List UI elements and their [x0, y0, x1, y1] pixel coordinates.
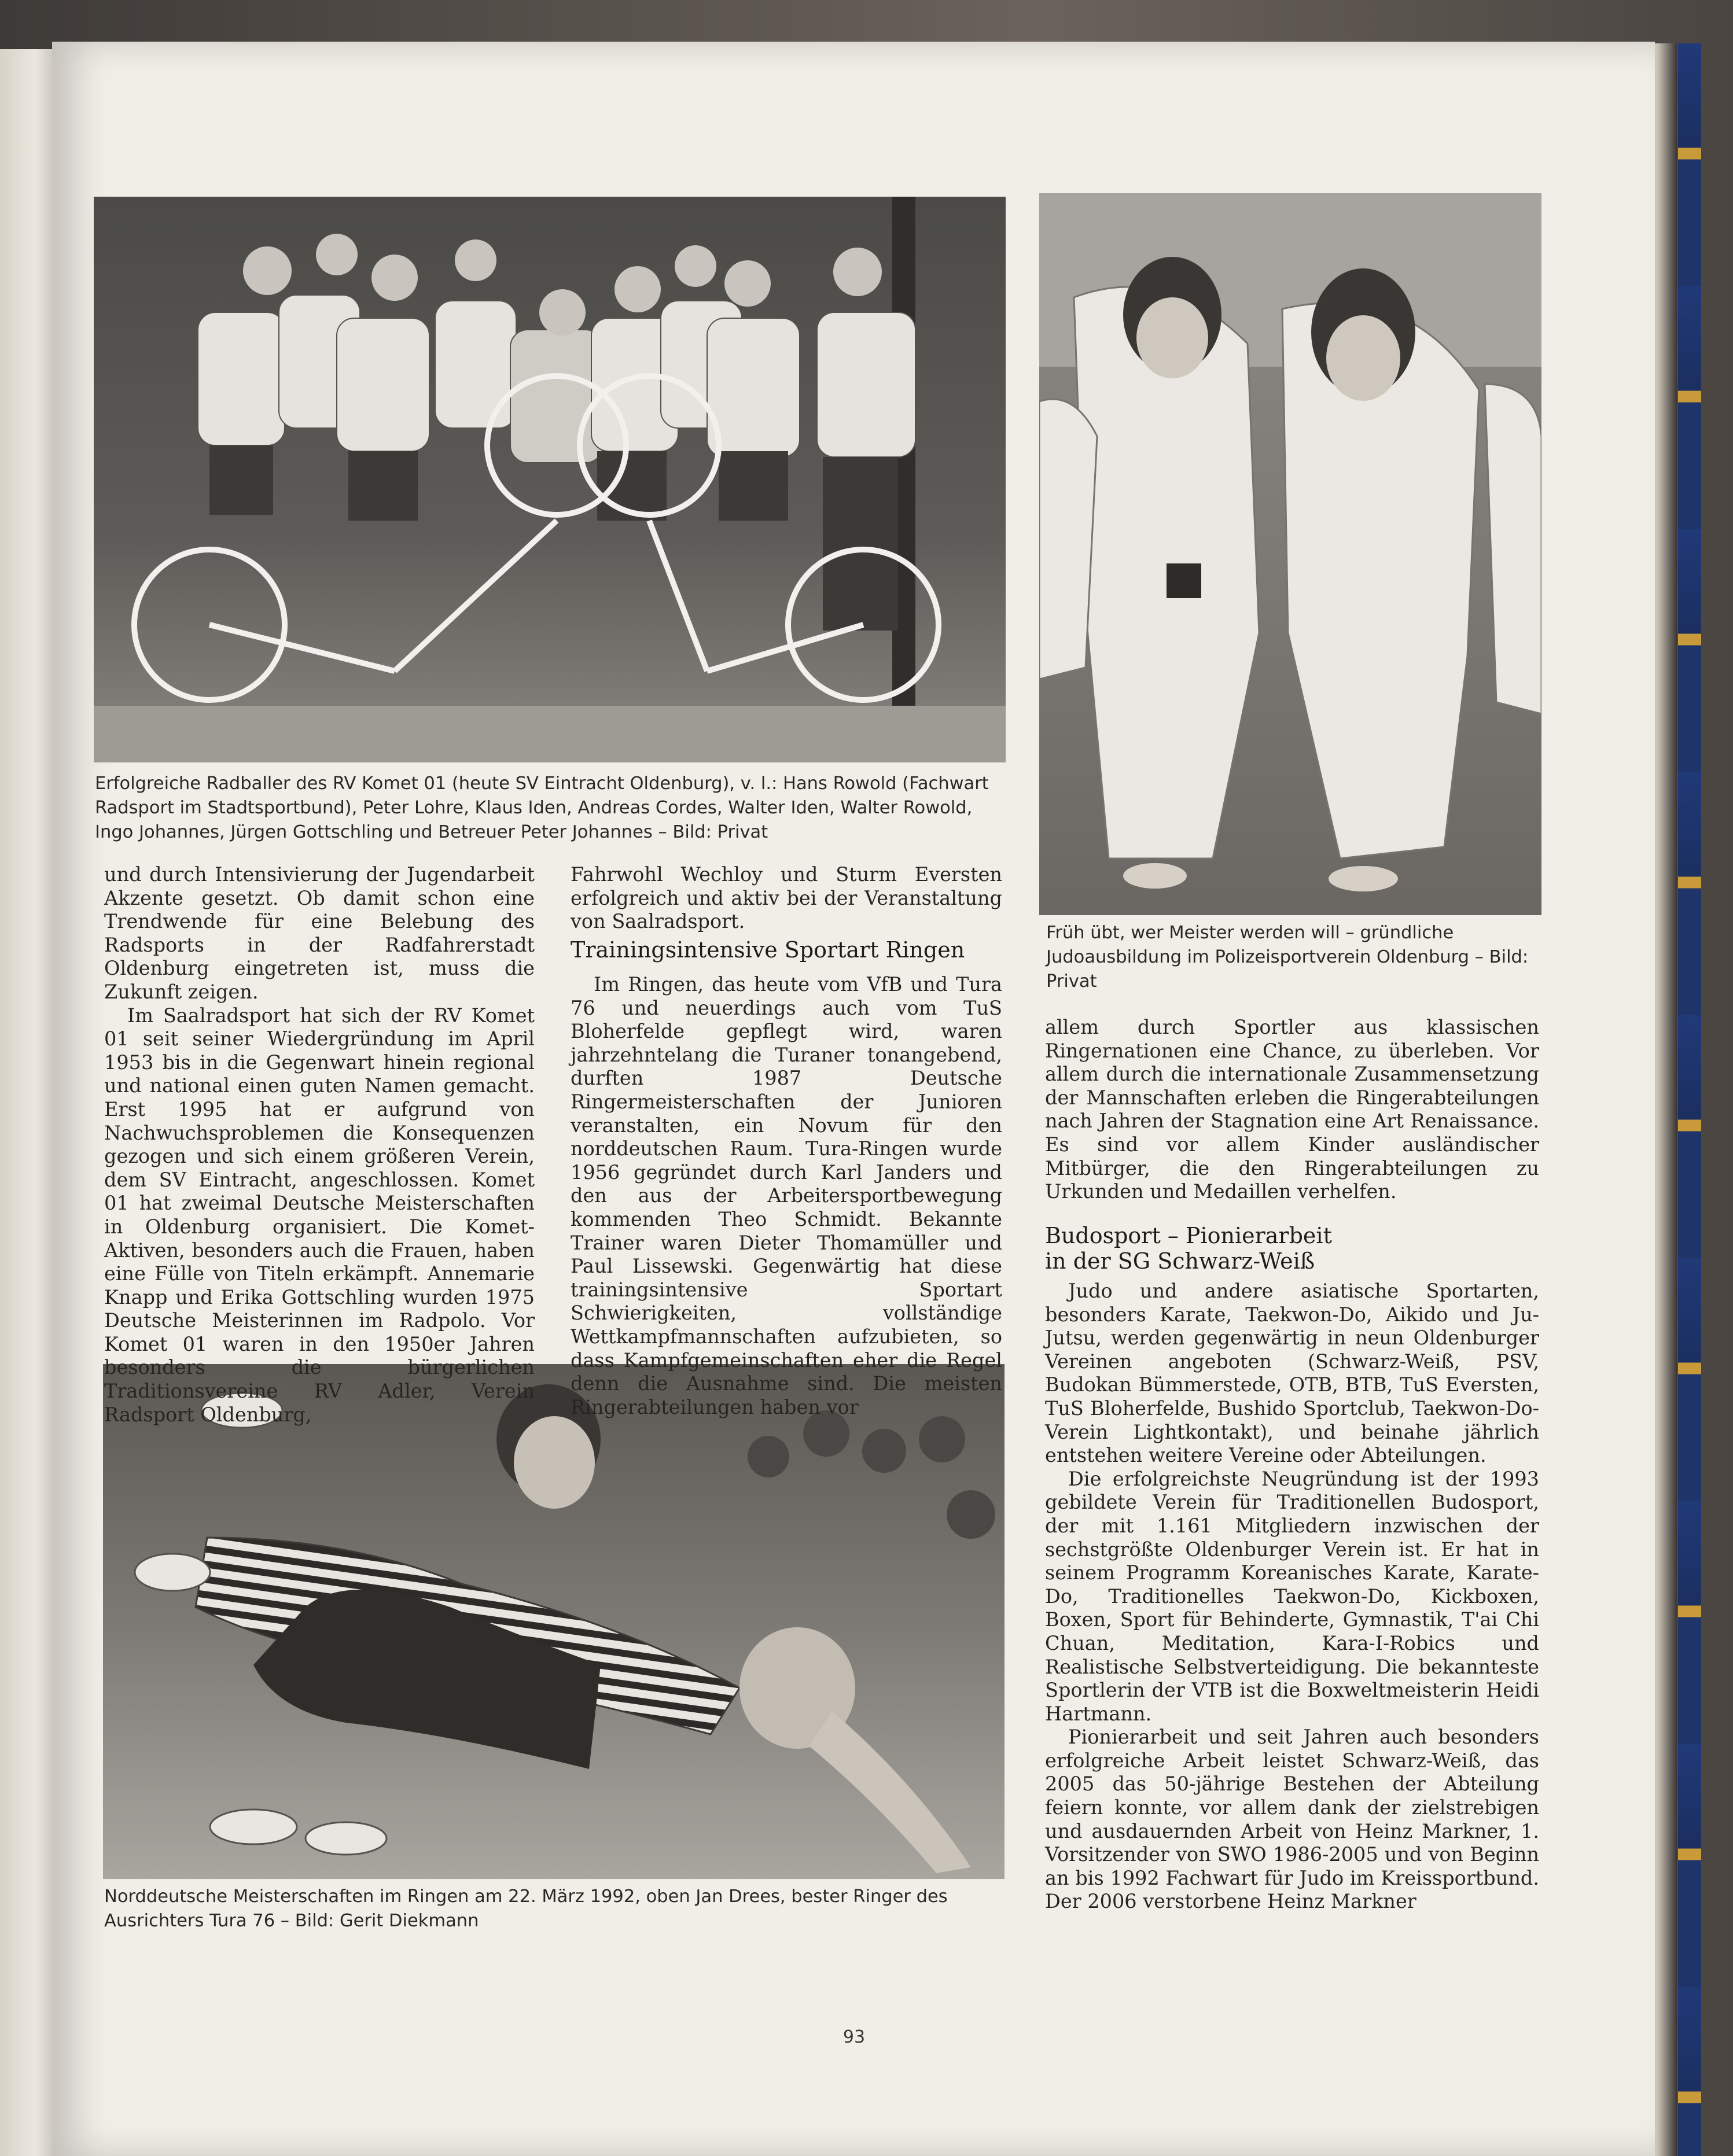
column-1	[104, 863, 535, 1427]
judo-illustration	[1039, 193, 1541, 915]
section-heading-budosport: Budosport – Pionierarbeit in der SG Schwarz-Weiß	[1045, 1223, 1332, 1274]
wrestling-illustration	[103, 1364, 1005, 1879]
column-3-paragraph: Pionierarbeit und seit Jahren auch besonders erfolgreiche Arbeit leistet Schwarz-Weiß, das 2005 das 50-jährige Bestehen der Abteilung feiern konnte, vor allem dank der zielstrebigen und ausdauernden Arbeit von Heinz Markner, 1. Vorsitzender von SWO 1986-2005 und von Beginn an bis 1992 Fachwart für Judo im Kreissportbund. Der 2006 verstorbene Heinz Markner	[1045, 1726, 1539, 1913]
section-heading-ringen: Trainingsintensive Sportart Ringen	[571, 937, 965, 963]
column-1-paragraph: Im Saalradsport hat sich der RV Komet 01 seit seiner Wiedergründung im April 1953 bis in die Gegenwart hinein regional und national einen guten Namen gemacht. Erst 1995 hat er aufgrund von Nachwuchsproblemen die Konsequenzen gezogen und sich einem größeren Verein, dem SV Eintracht, angeschlossen. Komet 01 hat zweimal Deutsche Meisterschaften in Oldenburg organisiert. Die Komet-Aktiven, besonders auch die Frauen, haben eine Fülle von Titeln erkämpft. Annemarie Knapp und Erika Gottschling wurden 1975 Deutsche Meisterinnen im Radpolo. Vor Komet 01 waren in den 1950er Jahren besonders die bürgerlichen Traditionsvereine RV Adler, Verein Radsport Oldenburg,	[104, 1004, 535, 1426]
book-spine	[1678, 43, 1701, 2156]
column-3-text	[1045, 1280, 1539, 1914]
radball-team-illustration	[94, 197, 1006, 762]
column-1-paragraph: und durch Intensivierung der Jugendarbeit Akzente gesetzt. Ob damit schon eine Trendwende für eine Belebung des Radsports in der Radfahrerstadt Oldenburg eingetreten ist, muss die Zukunft zeigen.	[104, 863, 535, 1003]
wrestling-photo-caption: Norddeutsche Meisterschaften im Ringen am 22. März 1992, oben Jan Drees, bester Ringer des Ausrichters Tura 76 – Bild: Gerit Diekmann	[104, 1886, 948, 1931]
column-3-intro: allem durch Sportler aus klassischen Ringernationen eine Chance, zu überleben. Vor allem durch die internationale Zusammensetzung der Mannschaften erleben die Ringerabteilungen nach Jahren der Stagnation eine Art Renaissance. Es sind vor allem Kinder ausländischer Mitbürger, die den Ringerabteilungen zu Urkunden und Medaillen verhelfen.	[1045, 1016, 1539, 1203]
column-2-text	[571, 973, 1002, 1419]
book-page	[52, 42, 1655, 2156]
radball-photo-caption: Erfolgreiche Radballer des RV Komet 01 (heute SV Eintracht Oldenburg), v. l.: Hans Rowold (Fachwart Radsport im Stadtsportbund), Peter Lohre, Klaus Iden, Andreas Cordes, Walter Iden, Walter Rowold, Ingo Johannes, Jürgen Gottschling und Betreuer Peter Johannes – Bild: Privat	[95, 773, 989, 842]
page-number: 93	[842, 2027, 866, 2047]
judo-training-photo	[1039, 193, 1541, 915]
judo-photo-caption: Früh übt, wer Meister werden will – gründliche Judoausbildung im Polizeisportverein Oldenburg – Bild: Privat	[1046, 923, 1529, 992]
column-2-paragraph: Im Ringen, das heute vom VfB und Tura 76 und neuerdings auch vom TuS Bloherfelde gepflegt wird, waren jahrzehntelang die Turaner tonangebend, durften 1987 Deutsche Ringermeisterschaften der Junioren veranstalten, ein Novum für den norddeutschen Raum. Tura-Ringen wurde 1956 gegründet durch Karl Janders und den aus der Arbeitersportbewegung kommenden Theo Schmidt. Bekannte Trainer waren Dieter Thomamüller und Paul Lissewski. Gegenwärtig hat diese trainingsintensive Sportart Schwierigkeiten, vollständige Wettkampfmannschaften aufzubieten, so dass Kampfgemeinschaften eher die Regel denn die Ausnahme sind. Die meisten Ringerabteilungen haben vor	[571, 973, 1002, 1418]
radball-team-photo	[94, 197, 1006, 762]
wrestling-match-photo	[103, 1364, 1005, 1879]
column-3-paragraph: Die erfolgreichste Neugründung ist der 1993 gebildete Verein für Traditionellen Budosport, der mit 1.161 Mitgliedern inzwischen der sechstgrößte Oldenburger Verein ist. Er hat in seinem Programm Koreanisches Karate, Karate-Do, Traditionelles Taekwon-Do, Kickboxen, Boxen, Sport für Behinderte, Gymnastik, T'ai Chi Chuan, Meditation, Kara-I-Robics und Realistische Selbstverteidigung. Die bekannteste Sportlerin der VTB ist die Boxweltmeisterin Heidi Hartmann.	[1045, 1467, 1539, 1725]
column-2-intro: Fahrwohl Wechloy und Sturm Eversten erfolgreich und aktiv bei der Veranstaltung von Saalradsport.	[571, 863, 1002, 933]
column-3-paragraph: Judo und andere asiatische Sportarten, besonders Karate, Taekwon-Do, Aikido und Ju-Jutsu, werden gegenwärtig in neun Oldenburger Vereinen angeboten (Schwarz-Weiß, PSV, Budokan Bümmerstede, OTB, BTB, TuS Eversten, TuS Bloherfelde, Bushido Sportclub, Taekwon-Do-Verein Lightkontakt), und beinahe jährlich entstehen weitere Vereine oder Abteilungen.	[1045, 1280, 1539, 1467]
